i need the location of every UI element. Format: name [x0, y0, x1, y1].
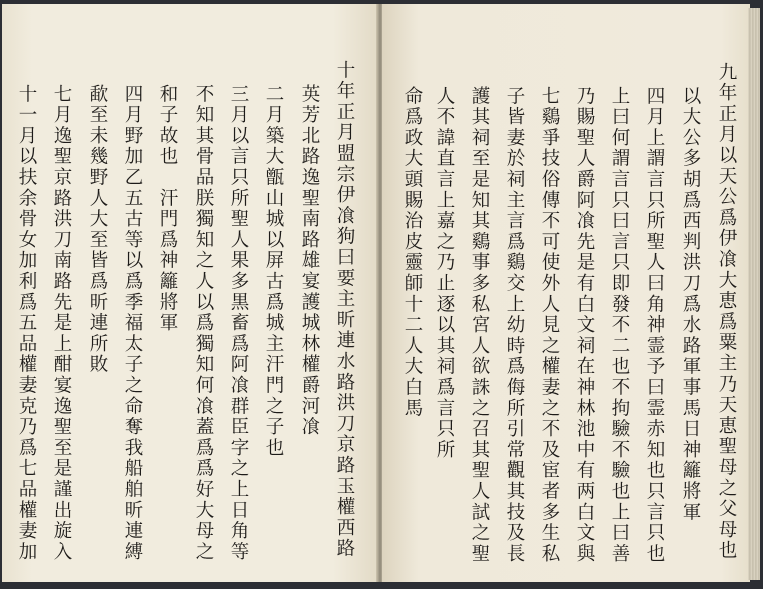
text-column: 和子故也 汗門爲神籬將軍 [157, 84, 178, 334]
text-column: 英芳北路逸聖南路雄宴護城林權爵河飡 [299, 84, 320, 438]
text-column: 四月野加乙五古等以爲季福太子之命奪我船舶昕連縛 [122, 84, 143, 563]
text-column: 九年正月以天公爲伊飡大恵爲粟主乃天恵聖母之父母也 [716, 62, 737, 562]
text-column: 乃賜聖人爵阿飡先是有白文祠在神林池中有两白文與 [574, 86, 595, 565]
text-column: 四月上謂言只所聖人曰角神霊予曰霊赤知也只言只也 [644, 86, 665, 565]
text-column: 七鷄爭技俗傳不可使外人見之權妻之不及宦者多生私 [539, 86, 560, 565]
text-column: 護其祠至是知其鷄事多私宮人欲誅之召其聖人試之聖 [469, 86, 490, 565]
page-edges [748, 8, 760, 580]
text-column: 三月以言只所聖人果多黒畜爲阿飡群臣字之上日角等 [228, 84, 249, 563]
text-column: 不知其骨品朕獨知之人以爲獨知何飡蓋爲爲好大母之 [193, 84, 214, 563]
text-column: 上曰何謂言只曰言只即發不二也不拘驗不驗也上曰善 [609, 86, 630, 565]
text-column: 歃至未幾野人大至皆爲昕連所敗 [87, 84, 108, 376]
text-column: 十一月以扶余骨女加利爲五品權妻克乃爲七品權妻加 [16, 84, 37, 563]
text-column: 以大公多胡爲西判洪刀爲水路軍事馬日神籬將軍 [680, 86, 701, 523]
text-column: 十年正月盟宗伊飡狗曰要主昕連水路洪刀京路玉權西路 [334, 60, 355, 560]
right-page [382, 4, 750, 582]
text-column: 七月逸聖京路洪刀南路先是上酣宴逸聖至是謹出旋入 [51, 84, 72, 563]
left-page [2, 4, 378, 582]
text-column: 二月築大甑山城以屏古爲城主汗門之子也 [263, 84, 284, 459]
text-column: 子皆妻於祠主言爲鷄交上幼時爲侮所引常觀其技及長 [504, 86, 525, 565]
text-column: 人不諱直言上嘉之乃止逐以其祠爲言只所 [434, 86, 455, 461]
text-column: 命爲政大頭賜治皮靈師十二人大白馬 [402, 86, 423, 419]
